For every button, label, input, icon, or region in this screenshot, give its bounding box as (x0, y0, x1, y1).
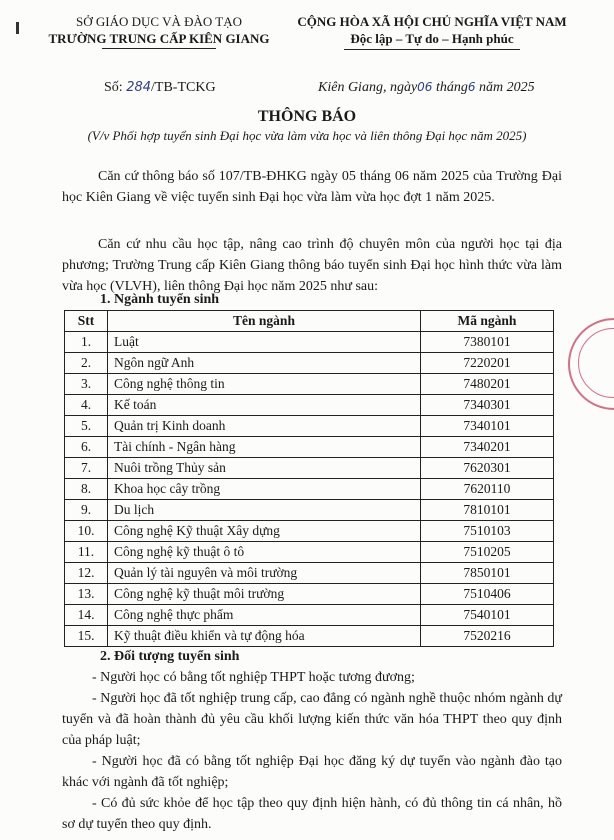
date-year: năm 2025 (478, 80, 535, 95)
table-row (65, 458, 554, 479)
row-stt: 6. (65, 437, 108, 458)
notice-title: THÔNG BÁO (257, 108, 357, 125)
row-major-name: Nuôi trồng Thủy sản (108, 458, 421, 479)
table-row (65, 416, 554, 437)
number-handwritten: 284 (126, 80, 152, 95)
document-number (104, 80, 216, 96)
row-major-code: 7510406 (421, 584, 554, 605)
row-stt: 1. (65, 332, 108, 353)
ministry-name: SỞ GIÁO DỤC VÀ ĐÀO TẠO (76, 14, 242, 29)
row-stt: 3. (65, 374, 108, 395)
date-prefix: Kiên Giang, ngày (318, 80, 418, 95)
stamp-inner-ring (578, 328, 614, 398)
criteria-text: Có đủ sức khỏe để học tập theo quy định hiện hành, có đủ thông tin cá nhân, hồ sơ dự tuyển theo quy định. (62, 796, 563, 832)
table-row (65, 479, 554, 500)
criteria-text: Người học đã tốt nghiệp trung cấp, cao đẳng có ngành nghề thuộc nhóm ngành dự tuyển và đã hoàn thành đủ yêu cầu khối lượng kiến thức văn hóa THPT theo quy định của pháp luật; (62, 691, 563, 748)
row-major-code: 7510205 (421, 542, 554, 563)
date-day: 06 (417, 80, 433, 94)
row-stt: 5. (65, 416, 108, 437)
majors-table (64, 310, 554, 647)
table-header-row (65, 311, 554, 332)
bullet-dash: - (92, 691, 101, 706)
table-row (65, 542, 554, 563)
bullet-dash: - (92, 754, 102, 769)
document-date (318, 80, 535, 96)
row-stt: 10. (65, 521, 108, 542)
row-stt: 12. (65, 563, 108, 584)
row-major-code: 7620301 (421, 458, 554, 479)
school-underline (102, 48, 216, 49)
official-stamp (568, 318, 614, 410)
row-stt: 7. (65, 458, 108, 479)
table-row (65, 332, 554, 353)
nation-name: CỘNG HÒA XÃ HỘI CHỦ NGHĨA VIỆT NAM (297, 14, 567, 29)
row-major-code: 7510103 (421, 521, 554, 542)
date-month: 6 (467, 80, 476, 94)
date-month-label: tháng (435, 80, 468, 95)
row-major-code: 7620110 (421, 479, 554, 500)
row-major-code: 7480201 (421, 374, 554, 395)
row-stt: 13. (65, 584, 108, 605)
criteria-item (62, 688, 562, 751)
row-major-code: 7380101 (421, 332, 554, 353)
row-major-code: 7540101 (421, 605, 554, 626)
criteria-item (62, 793, 562, 835)
row-major-code: 7220201 (421, 353, 554, 374)
row-major-name: Công nghệ thực phẩm (108, 605, 421, 626)
table-row (65, 353, 554, 374)
row-major-name: Công nghệ kỹ thuật môi trường (108, 584, 421, 605)
column-header-code: Mã ngành (421, 311, 554, 332)
table-row (65, 500, 554, 521)
school-name: TRƯỜNG TRUNG CẤP KIÊN GIANG (48, 31, 270, 46)
table-row (65, 521, 554, 542)
row-major-code: 7850101 (421, 563, 554, 584)
row-major-name: Ngôn ngữ Anh (108, 353, 421, 374)
row-stt: 11. (65, 542, 108, 563)
column-header-name: Tên ngành (108, 311, 421, 332)
row-major-code: 7340201 (421, 437, 554, 458)
row-major-name: Kỹ thuật điều khiển và tự động hóa (108, 626, 421, 647)
row-stt: 15. (65, 626, 108, 647)
row-stt: 4. (65, 395, 108, 416)
table-row (65, 626, 554, 647)
row-stt: 14. (65, 605, 108, 626)
row-major-name: Du lịch (108, 500, 421, 521)
row-major-name: Công nghệ thông tin (108, 374, 421, 395)
criteria-text: Người học có bằng tốt nghiệp THPT hoặc tương đương; (100, 670, 415, 685)
row-major-code: 7520216 (421, 626, 554, 647)
row-stt: 9. (65, 500, 108, 521)
section2-heading: 2. Đối tượng tuyển sinh (100, 649, 240, 664)
bullet-dash: - (92, 670, 101, 685)
criteria-item (62, 667, 562, 688)
criteria-text: Người học đã có bằng tốt nghiệp Đại học đăng ký dự tuyển vào ngành đào tạo khác với ngành đã tốt nghiệp; (62, 754, 562, 790)
row-major-name: Khoa học cây trồng (108, 479, 421, 500)
row-stt: 8. (65, 479, 108, 500)
row-stt: 2. (65, 353, 108, 374)
row-major-name: Luật (108, 332, 421, 353)
section1-heading: 1. Ngành tuyển sinh (100, 292, 220, 307)
row-major-code: 7810101 (421, 500, 554, 521)
row-major-code: 7340101 (421, 416, 554, 437)
row-major-name: Tài chính - Ngân hàng (108, 437, 421, 458)
table-row (65, 605, 554, 626)
corner-mark (16, 22, 19, 34)
bullet-dash: - (92, 796, 101, 811)
row-major-name: Công nghệ kỹ thuật ô tô (108, 542, 421, 563)
table-row (65, 584, 554, 605)
paragraph-basis: Căn cứ thông báo số 107/TB-ĐHKG ngày 05 tháng 06 năm 2025 của Trường Đại học Kiên Giang về việc tuyển sinh Đại học vừa làm vừa học đợt 1 năm 2025. (62, 169, 562, 205)
number-suffix: /TB-TCKG (151, 80, 216, 95)
row-major-name: Quản lý tài nguyên và môi trường (108, 563, 421, 584)
table-row (65, 437, 554, 458)
row-major-name: Công nghệ Kỹ thuật Xây dựng (108, 521, 421, 542)
column-header-stt: Stt (65, 311, 108, 332)
row-major-name: Kế toán (108, 395, 421, 416)
motto: Độc lập – Tự do – Hạnh phúc (350, 31, 514, 46)
notice-subject: (V/v Phối hợp tuyển sinh Đại học vừa làm vừa học và liên thông Đại học năm 2025) (87, 128, 527, 143)
row-major-name: Quản trị Kinh doanh (108, 416, 421, 437)
row-major-code: 7340301 (421, 395, 554, 416)
motto-underline (344, 49, 520, 50)
number-label: Số: (104, 80, 123, 95)
table-row (65, 395, 554, 416)
table-row (65, 374, 554, 395)
criteria-item (62, 751, 562, 793)
table-row (65, 563, 554, 584)
paragraph-purpose: Căn cứ nhu cầu học tập, nâng cao trình độ chuyên môn của người học tại địa phương; Trường Trung cấp Kiên Giang thông báo tuyển sinh Đại học hình thức vừa làm vừa học (VLVH), liên thông Đại học năm 2025 như sau: (62, 237, 562, 294)
